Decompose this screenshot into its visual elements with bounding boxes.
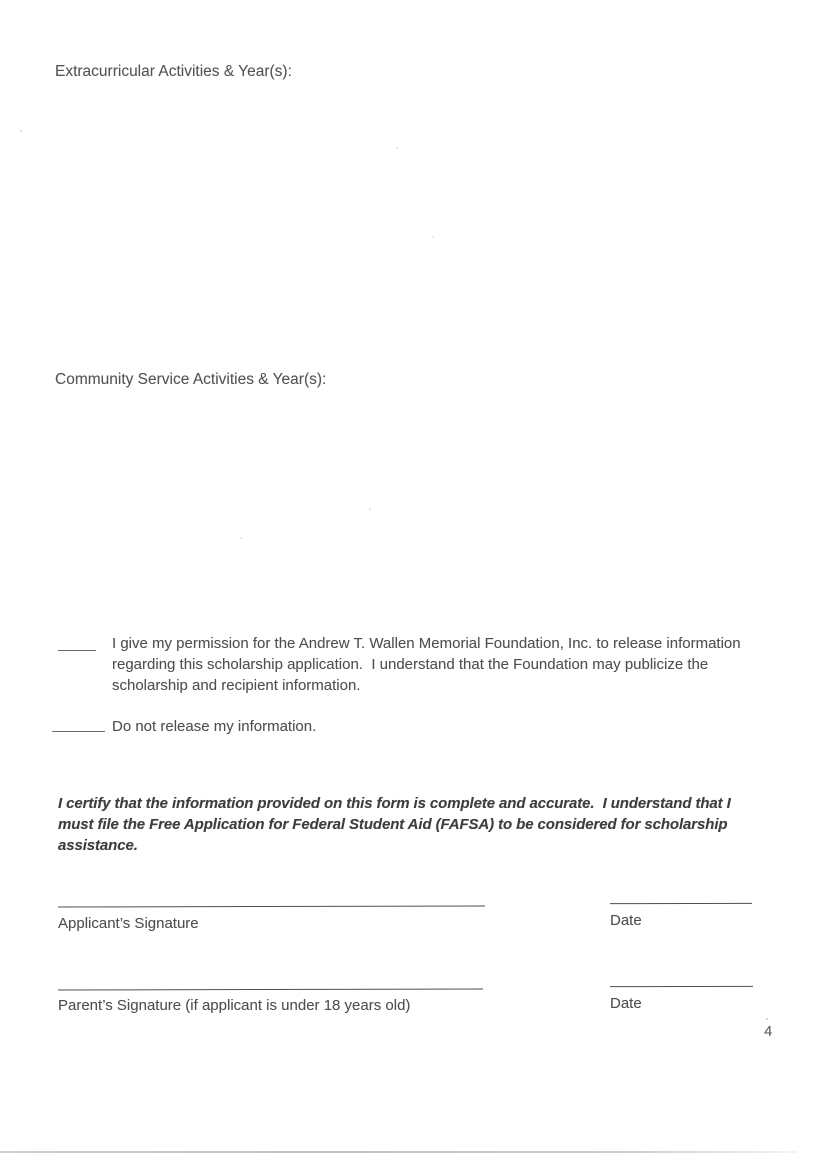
- release-permission-text: I give my permission for the Andrew T. Wallen Memorial Foundation, Inc. to release information regarding this scholarship application. I understand that the Foundation may publicize the scholarship and recipient information.: [112, 635, 745, 694]
- applicant-date-label: Date: [610, 912, 642, 929]
- scan-speck: [396, 147, 398, 149]
- applicant-signature-line: [58, 905, 485, 907]
- parent-signature-label: Parent’s Signature (if applicant is under 18 years old): [58, 997, 411, 1014]
- parent-date-label: Date: [610, 995, 642, 1012]
- scan-speck: [432, 236, 434, 238]
- scan-speck: [766, 1018, 768, 1020]
- scan-speck: [240, 537, 242, 539]
- scan-speck: [369, 508, 371, 510]
- parent-signature-line: [58, 988, 483, 990]
- scan-artifact-line: [0, 1151, 796, 1153]
- page-number: 4: [764, 1023, 773, 1040]
- extracurricular-activities-label: Extracurricular Activities & Year(s):: [55, 63, 292, 80]
- applicant-date-line: [610, 903, 752, 904]
- parent-date-line: [610, 986, 753, 987]
- no-release-blank: [52, 731, 105, 732]
- no-release-text: Do not release my information.: [112, 718, 317, 735]
- applicant-signature-label: Applicant’s Signature: [58, 915, 199, 932]
- certification-statement: I certify that the information provided on this form is complete and accurate. I understand that I must file the Free Application for Federal Student Aid (FAFSA) to be considered for scholarship assistance.: [58, 795, 735, 854]
- community-service-label: Community Service Activities & Year(s):: [55, 371, 327, 388]
- release-permission-blank: [58, 650, 96, 651]
- scan-speck: [20, 130, 22, 132]
